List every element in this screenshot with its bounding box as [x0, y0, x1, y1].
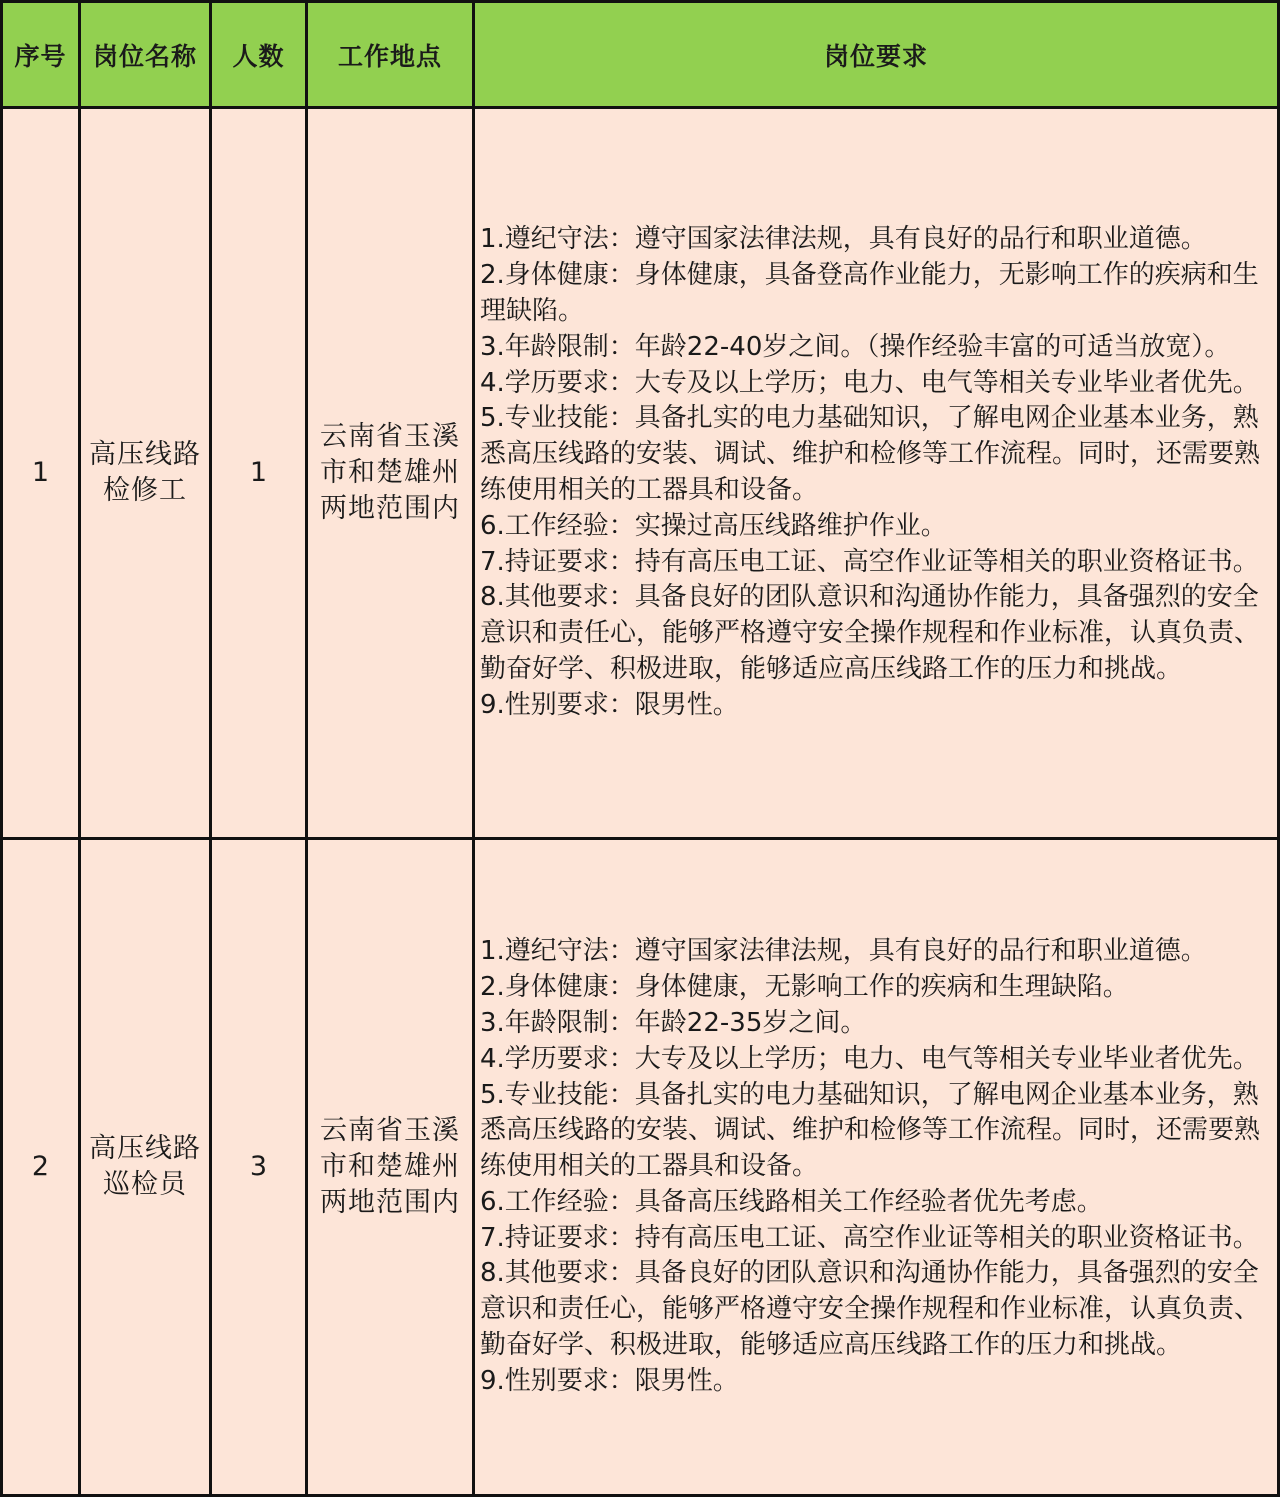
requirement-item: 2.身体健康：身体健康，无影响工作的疾病和生理缺陷。: [480, 972, 1129, 1003]
header-row: [2, 2, 1279, 108]
requirement-item: 6.工作经验：实操过高压线路维护作业。: [480, 510, 947, 541]
cell-requirements: [474, 839, 1279, 1496]
cell-position-name: [80, 839, 211, 1496]
cell-position-name: [80, 108, 211, 839]
requirement-item: 1.遵纪守法：遵守国家法律法规，具有良好的品行和职业道德。: [480, 224, 1207, 255]
requirement-item: 7.持证要求：持有高压电工证、高空作业证等相关的职业资格证书。: [480, 1222, 1259, 1253]
cell-work-location: [307, 108, 474, 839]
requirement-item: 4.学历要求：大专及以上学历；电力、电气等相关专业毕业者优先。: [480, 1043, 1259, 1074]
cell-no: 1: [2, 108, 80, 839]
table-row: [2, 108, 1279, 839]
requirement-item: 5.专业技能：具备扎实的电力基础知识，了解电网企业基本业务，熟悉高压线路的安装、调试、维护和检修等工作流程。同时，还需要熟练使用相关的工器具和设备。: [480, 403, 1261, 505]
header-headcount: 人数: [211, 2, 307, 108]
requirement-item: 4.学历要求：大专及以上学历；电力、电气等相关专业毕业者优先。: [480, 367, 1259, 398]
requirement-item: 6.工作经验：具备高压线路相关工作经验者优先考虑。: [480, 1186, 1103, 1217]
cell-work-location: [307, 839, 474, 1496]
header-requirements: 岗位要求: [474, 2, 1279, 108]
requirement-item: 8.其他要求：具备良好的团队意识和沟通协作能力，具备强烈的安全意识和责任心，能够严格遵守安全操作规程和作业标准，认真负责、勤奋好学、积极进取，能够适应高压线路工作的压力和挑战。: [480, 1258, 1261, 1361]
requirement-item: 5.专业技能：具备扎实的电力基础知识，了解电网企业基本业务，熟悉高压线路的安装、调试、维护和检修等工作流程。同时，还需要熟练使用相关的工器具和设备。: [480, 1079, 1261, 1182]
requirement-item: 9.性别要求：限男性。: [480, 689, 739, 720]
position-name-text: 高压线路巡检员: [89, 1133, 201, 1200]
cell-requirements: [474, 108, 1279, 839]
header-work-location: 工作地点: [307, 2, 474, 108]
table-body: [2, 108, 1279, 1496]
requirement-item: 1.遵纪守法：遵守国家法律法规，具有良好的品行和职业道德。: [480, 936, 1207, 967]
requirement-item: 8.其他要求：具备良好的团队意识和沟通协作能力，具备强烈的安全意识和责任心，能够严格遵守安全操作规程和作业标准，认真负责、勤奋好学、积极进取，能够适应高压线路工作的压力和挑战。: [480, 582, 1261, 684]
table-header: [2, 2, 1279, 108]
requirement-item: 3.年龄限制：年龄22-40岁之间。（操作经验丰富的可适当放宽）。: [480, 331, 1231, 362]
requirement-item: 9.性别要求：限男性。: [480, 1365, 739, 1396]
position-name-text: 高压线路检修工: [89, 439, 201, 506]
work-location-text: 云南省玉溪市和楚雄州两地范围内: [320, 1115, 460, 1218]
cell-headcount: 3: [211, 839, 307, 1496]
cell-headcount: 1: [211, 108, 307, 839]
header-no: 序号: [2, 2, 80, 108]
cell-no: 2: [2, 839, 80, 1496]
requirement-item: 7.持证要求：持有高压电工证、高空作业证等相关的职业资格证书。: [480, 546, 1259, 577]
requirement-item: 2.身体健康：身体健康，具备登高作业能力，无影响工作的疾病和生理缺陷。: [480, 260, 1259, 327]
work-location-text: 云南省玉溪市和楚雄州两地范围内: [320, 421, 460, 524]
header-position-name: 岗位名称: [80, 2, 211, 108]
table-row: [2, 839, 1279, 1496]
requirement-item: 3.年龄限制：年龄22-35岁之间。: [480, 1007, 867, 1038]
